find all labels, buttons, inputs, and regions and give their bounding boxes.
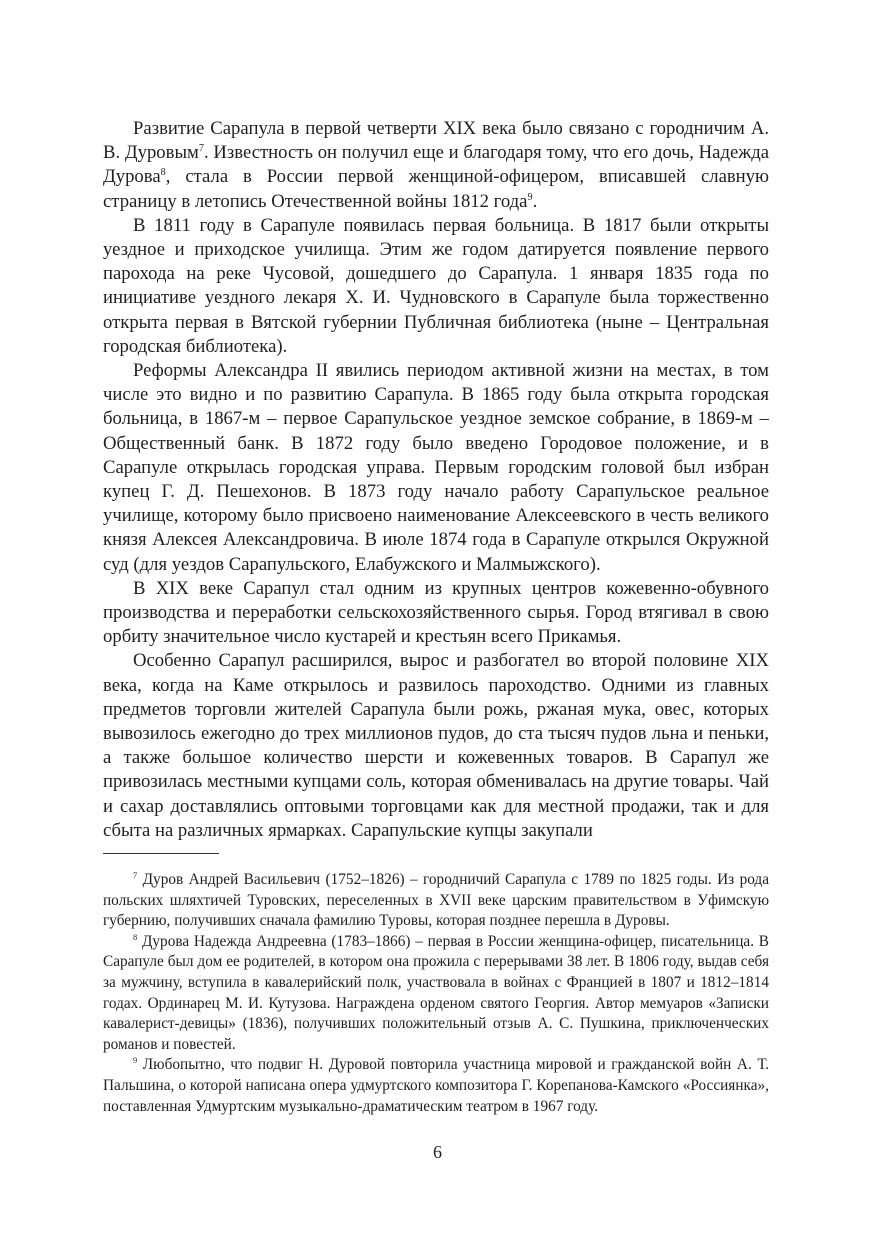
page-content [103, 117, 769, 1117]
paragraph-text: Реформы Александра II явились периодом активной жизни на местах, в том числе это видно и по развитию Сарапула. В 1865 году была открыта городская больница, в 1867-м – первое Сарапульское уездное земское собрание, в 1869-м – Общественный банк. В 1872 году было введено Городовое положение, и в Сарапуле открылась городская управа. Первым городским головой был избран купец Г. Д. Пешехонов. В 1873 году начало работу Сарапульское реальное училище, которому было присвоено наименование Алексеевского в честь великого князя Алексея Александровича. В июле 1874 года в Сарапуле открылся Окружной суд (для уездов Сарапульского, Елабужского и Малмыжского). [103, 360, 769, 575]
footnote-ref[interactable]: 9 [527, 191, 533, 203]
paragraph [103, 117, 769, 214]
paragraph-text: , стала в России первой женщиной-офицером, вписавшей славную страницу в летопись Отечественной войны 1812 года [103, 166, 769, 212]
footnote-number: 8 [133, 932, 138, 942]
paragraph [103, 214, 769, 359]
footnote [103, 1055, 769, 1117]
paragraph-text: В 1811 году в Сарапуле появилась первая больница. В 1817 были открыты уездное и приходское училища. Этим же годом датируется появление первого парохода на реке Чусовой, дошедшего до Сарапула. 1 января 1835 года по инициативе уездного лекаря Х. И. Чудновского в Сарапуле была торжественно открыта первая в Вятской губернии Публичная библиотека (ныне – Центральная городская библиотека). [103, 214, 769, 357]
footnote-ref[interactable]: 7 [198, 142, 204, 154]
paragraph [103, 359, 769, 577]
footnotes [103, 870, 769, 1117]
page-number: 6 [433, 1142, 442, 1162]
footnote-text: Любопытно, что подвиг Н. Дуровой повторила участница мировой и гражданской войн А. Т. Пальшина, о которой написана опера удмуртского композитора Г. Корепанова-Камского «Россиянка», поставленная Удмуртским музыкально-драматическим театром в 1967 году. [103, 1056, 769, 1115]
main-text [103, 117, 769, 843]
footnote-divider [103, 853, 219, 854]
paragraph [103, 577, 769, 650]
footnote [103, 870, 769, 932]
footnote-ref[interactable]: 8 [160, 167, 166, 179]
footnote [103, 932, 769, 1056]
footnote-text: Дуров Андрей Васильевич (1752–1826) – городничий Сарапула с 1789 по 1825 годы. Из рода польских шляхтичей Туровских, переселенных в XVII веке царским правительством в Уфимскую губернию, получивших сначала фамилию Туровы, которая позднее перешла в Дуровы. [103, 871, 769, 930]
paragraph-text: Особенно Сарапул расширился, вырос и разбогател во второй половине XIX века, когда на Каме открылось и развилось пароходство. Одними из главных предметов торговли жителей Сарапула были рожь, ржаная мука, овес, которых вывозилось ежегодно до трех миллионов пудов, до ста тысяч пудов льна и пеньки, а также большое количество шерсти и кожевенных товаров. В Сарапул же привозилась местными купцами соль, которая обменивалась на другие товары. Чай и сахар доставлялись оптовыми торговцами как для местной продажи, так и для сбыта на различных ярмарках. Сарапульские купцы закупали [103, 650, 769, 841]
footnote-number: 7 [133, 871, 138, 880]
paragraph-text: . Известность он получил еще и благодаря тому, что его дочь, Надежда Дурова [103, 142, 769, 188]
paragraph [103, 649, 769, 843]
footnote-text: Дурова Надежда Андреевна (1783–1866) – первая в России женщина-офицер, писательница. В Сарапуле был дом ее родителей, в котором она прожила с перерывами 38 лет. В 1806 году, выдав себя за мужчину, вступила в кавалерийский полк, участвовала в войнах с Францией в 1807 и 1812–1814 годах. Ординарец М. И. Кутузова. Награждена орденом святого Георгия. Автор мемуаров «Записки кавалерист-девицы» (1836), получивших положительный отзыв А. С. Пушкина, приключенческих романов и повестей. [103, 932, 769, 1053]
paragraph-text: В XIX веке Сарапул стал одним из крупных центров кожевенно-обувного производства и переработки сельскохозяйственного сырья. Город втягивал в свою орбиту значительное число кустарей и крестьян всего Прикамья. [103, 577, 769, 648]
footnote-number: 9 [133, 1056, 138, 1066]
paragraph-text: . [532, 190, 538, 212]
paragraph-text: Развитие Сарапула в первой четверти XIX века было связано с городничим А. В. Дуровым [103, 118, 769, 164]
